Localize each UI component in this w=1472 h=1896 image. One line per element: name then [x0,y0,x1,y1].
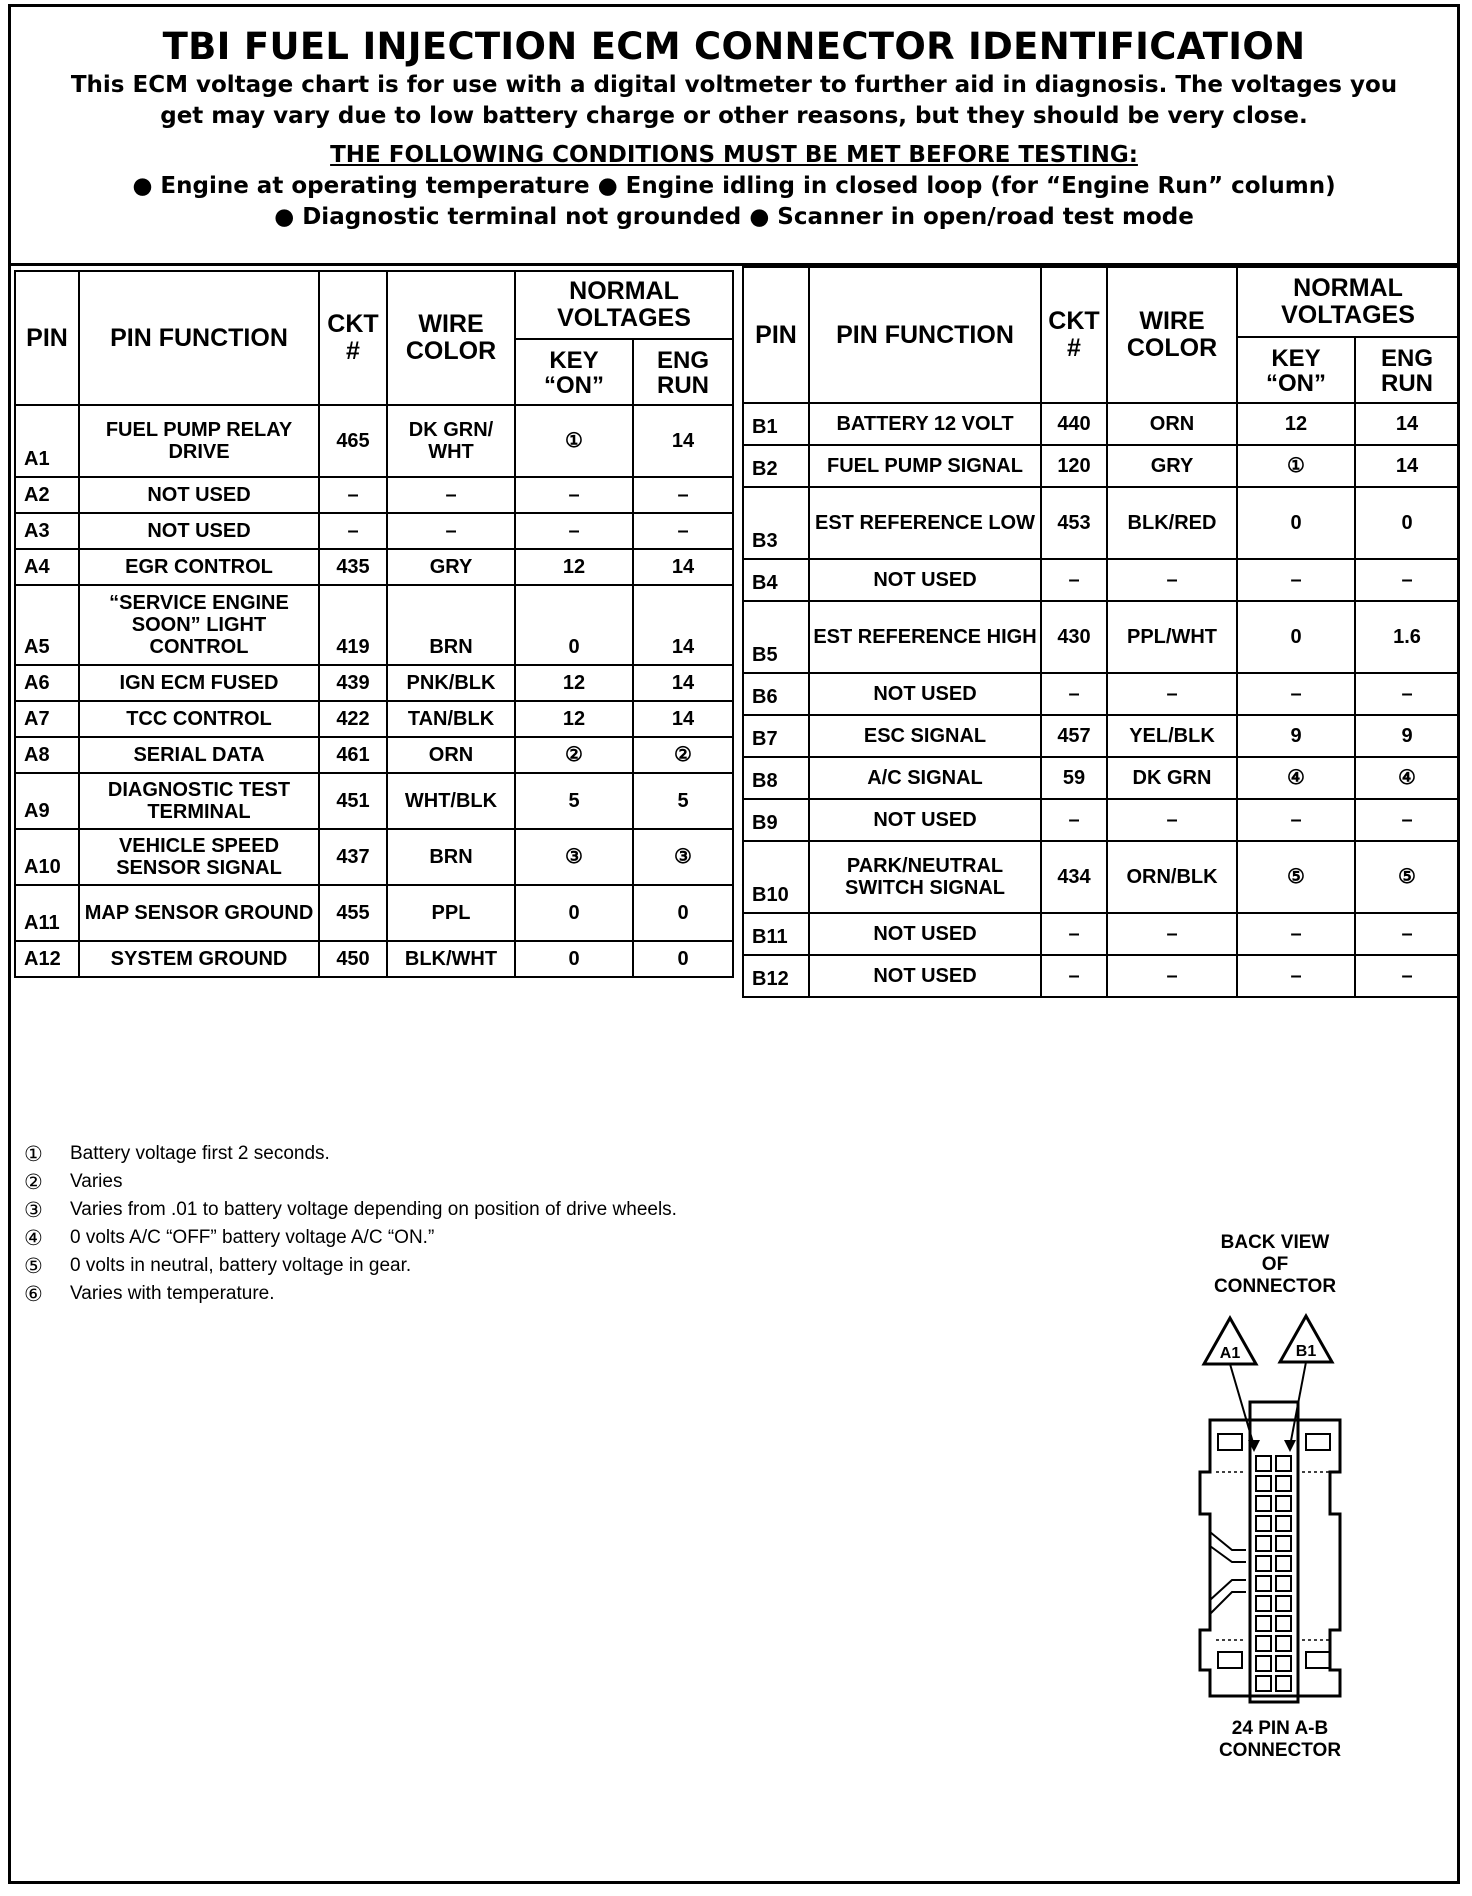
wire-cell: – [1107,955,1237,997]
ckt-cell: – [1041,913,1107,955]
key-on-cell: 12 [1237,403,1355,445]
pin-a12 [1256,1676,1271,1691]
table-row [743,559,1459,601]
table-row [15,941,733,977]
wire-cell: YEL/BLK [1107,715,1237,757]
table-row [743,403,1459,445]
ckt-cell: – [1041,799,1107,841]
col-header-wire: WIRE COLOR [1107,267,1237,403]
eng-run-cell: ② [633,737,733,773]
pin-cell: A4 [15,549,79,585]
function-cell: NOT USED [809,955,1041,997]
key-on-cell: – [1237,673,1355,715]
eng-run-cell: 0 [1355,487,1459,559]
footnote [24,1252,677,1280]
footnote-mark: ⑤ [24,1254,43,1278]
table-row [743,757,1459,799]
key-on-cell: 0 [1237,487,1355,559]
footnote-text: 0 volts A/C “OFF” battery voltage A/C “ON.” [70,1227,435,1248]
key-on-cell: ② [515,737,633,773]
footnote [24,1280,677,1308]
pin-a8 [1256,1596,1271,1611]
ckt-cell: 465 [319,405,387,477]
table-row [743,487,1459,559]
pin-cell: B12 [743,955,809,997]
eng-run-cell: ③ [633,829,733,885]
key-on-cell: 12 [515,665,633,701]
table-row [15,549,733,585]
pin-cell: B11 [743,913,809,955]
eng-run-cell: 14 [1355,445,1459,487]
wire-cell: BRN [387,585,515,665]
pin-cell: A9 [15,773,79,829]
key-on-cell: 5 [515,773,633,829]
pin-table-b [742,266,1460,998]
eng-run-cell: 14 [633,405,733,477]
wire-cell: – [1107,799,1237,841]
col-header-normal: NORMAL VOLTAGES [1237,267,1459,337]
pin-table-a [14,270,734,978]
pin-a9 [1256,1616,1271,1631]
table-row [743,445,1459,487]
pin-a3 [1256,1496,1271,1511]
key-on-cell: ④ [1237,757,1355,799]
eng-run-cell: – [1355,913,1459,955]
footnote-mark: ④ [24,1226,43,1250]
ckt-cell: 440 [1041,403,1107,445]
wire-cell: PPL/WHT [1107,601,1237,673]
footnote-mark: ③ [24,1198,43,1222]
pin-cell: B9 [743,799,809,841]
label-a1: A1 [1219,1345,1241,1362]
latch-right-bottom [1306,1652,1330,1668]
key-on-cell: 0 [515,885,633,941]
ckt-cell: – [1041,673,1107,715]
col-header-function: PIN FUNCTION [79,271,319,405]
latch-left-bottom [1218,1652,1242,1668]
table-row [15,885,733,941]
ckt-cell: 422 [319,701,387,737]
eng-run-cell: 9 [1355,715,1459,757]
intro-line-1: This ECM voltage chart is for use with a digital voltmeter to further aid in diagnosis. The voltages you [70,72,1398,98]
wire-cell: ORN/BLK [1107,841,1237,913]
table-row [15,477,733,513]
key-on-cell: 0 [1237,601,1355,673]
eng-run-cell: 14 [633,549,733,585]
col-header-wire: WIRE COLOR [387,271,515,405]
ckt-cell: 451 [319,773,387,829]
function-cell: MAP SENSOR GROUND [79,885,319,941]
connector-caption-top [1180,1232,1370,1298]
footnotes [24,1140,677,1308]
table-row [15,701,733,737]
table-row [15,665,733,701]
pin-a7 [1256,1576,1271,1591]
pin-b6 [1276,1556,1291,1571]
footnote-text: Varies [70,1171,123,1192]
table-row [15,585,733,665]
footnote-mark: ① [24,1142,43,1166]
pin-a5 [1256,1536,1271,1551]
pin-a4 [1256,1516,1271,1531]
caption-line: CONNECTOR [1213,1276,1337,1297]
pin-cell: B5 [743,601,809,673]
pin-cell: A2 [15,477,79,513]
pin-cell: A8 [15,737,79,773]
conditions-line-2: ● Diagnostic terminal not grounded ● Scanner in open/road test mode [274,204,1194,230]
pin-a6 [1256,1556,1271,1571]
function-cell: PARK/NEUTRAL SWITCH SIGNAL [809,841,1041,913]
ckt-cell: 450 [319,941,387,977]
function-cell: IGN ECM FUSED [79,665,319,701]
ckt-cell: – [319,477,387,513]
eng-run-cell: – [1355,799,1459,841]
wire-cell: DK GRN [1107,757,1237,799]
pin-b5 [1276,1536,1291,1551]
col-header-normal: NORMAL VOLTAGES [515,271,733,339]
latch-right-top [1306,1434,1330,1450]
col-header-pin: PIN [743,267,809,403]
ckt-cell: 461 [319,737,387,773]
function-cell: SYSTEM GROUND [79,941,319,977]
footnote-mark: ② [24,1170,43,1194]
table-row [15,829,733,885]
caption-line: BACK VIEW [1220,1232,1330,1253]
ckt-cell: 434 [1041,841,1107,913]
rib [1210,1532,1246,1550]
pin-b7 [1276,1576,1291,1591]
pin-cell: A3 [15,513,79,549]
pin-b1 [1276,1456,1291,1471]
conditions-heading: THE FOLLOWING CONDITIONS MUST BE MET BEFORE TESTING: [330,142,1138,168]
ckt-cell: 59 [1041,757,1107,799]
connector-diagram [1180,1300,1380,1720]
footnote [24,1168,677,1196]
function-cell: A/C SIGNAL [809,757,1041,799]
table-row [15,405,733,477]
pin-a11 [1256,1656,1271,1671]
eng-run-cell: – [1355,673,1459,715]
pin-cell: A1 [15,405,79,477]
col-header-key: KEY “ON” [1237,337,1355,403]
caption-line: OF [1261,1254,1289,1275]
ckt-cell: 430 [1041,601,1107,673]
eng-run-cell: 0 [633,941,733,977]
pin-cell: A11 [15,885,79,941]
page-title: TBI FUEL INJECTION ECM CONNECTOR IDENTIFICATION [162,25,1306,68]
latch-left-top [1218,1434,1242,1450]
eng-run-cell: 1.6 [1355,601,1459,673]
table-row [743,715,1459,757]
function-cell: NOT USED [809,913,1041,955]
pin-grid [1256,1456,1291,1691]
table-row [743,841,1459,913]
pin-table-b-body [743,403,1459,997]
wire-cell: GRY [387,549,515,585]
ckt-cell: 457 [1041,715,1107,757]
key-on-cell: – [1237,559,1355,601]
key-on-cell: 0 [515,941,633,977]
pin-b3 [1276,1496,1291,1511]
function-cell: FUEL PUMP SIGNAL [809,445,1041,487]
eng-run-cell: 14 [633,665,733,701]
pin-cell: B7 [743,715,809,757]
pin-b12 [1276,1676,1291,1691]
function-cell: SERIAL DATA [79,737,319,773]
ckt-cell: 419 [319,585,387,665]
ckt-cell: – [1041,559,1107,601]
pin-b4 [1276,1516,1291,1531]
pin-cell: B2 [743,445,809,487]
pin-cell: B10 [743,841,809,913]
key-on-cell: 9 [1237,715,1355,757]
pin-cell: A5 [15,585,79,665]
ckt-cell: 120 [1041,445,1107,487]
pin-b11 [1276,1656,1291,1671]
ckt-cell: – [1041,955,1107,997]
function-cell: NOT USED [79,513,319,549]
eng-run-cell: – [1355,955,1459,997]
ckt-cell: – [319,513,387,549]
col-header-function: PIN FUNCTION [809,267,1041,403]
key-on-cell: 12 [515,549,633,585]
footnote [24,1224,677,1252]
wire-cell: TAN/BLK [387,701,515,737]
footnote-text: Varies from .01 to battery voltage depending on position of drive wheels. [70,1199,677,1220]
wire-cell: ORN [387,737,515,773]
eng-run-cell: 5 [633,773,733,829]
table-row [743,601,1459,673]
ckt-cell: 455 [319,885,387,941]
function-cell: “SERVICE ENGINE SOON” LIGHT CONTROL [79,585,319,665]
pin-a2 [1256,1476,1271,1491]
wire-cell: – [1107,559,1237,601]
footnote-text: Varies with temperature. [70,1283,275,1304]
function-cell: NOT USED [809,799,1041,841]
key-on-cell: – [1237,799,1355,841]
pin-cell: A12 [15,941,79,977]
col-header-pin: PIN [15,271,79,405]
footnote [24,1196,677,1224]
ckt-cell: 439 [319,665,387,701]
wire-cell: PPL [387,885,515,941]
key-on-cell: – [515,477,633,513]
col-header-ckt: CKT # [319,271,387,405]
wire-cell: DK GRN/ WHT [387,405,515,477]
intro-line-2: get may vary due to low battery charge or other reasons, but they should be very close. [160,103,1308,129]
table-row [15,737,733,773]
caption-line: CONNECTOR [1218,1740,1342,1761]
col-header-eng: ENG RUN [1355,337,1459,403]
eng-run-cell: – [633,477,733,513]
eng-run-cell: 14 [633,701,733,737]
col-header-eng: ENG RUN [633,339,733,405]
footnote-text: 0 volts in neutral, battery voltage in gear. [70,1255,412,1276]
wire-cell: BRN [387,829,515,885]
ckt-cell: 453 [1041,487,1107,559]
footnote-mark: ⑥ [24,1282,43,1306]
function-cell: NOT USED [809,673,1041,715]
wire-cell: WHT/BLK [387,773,515,829]
ckt-cell: 437 [319,829,387,885]
pin-a10 [1256,1636,1271,1651]
b1-arrow [1284,1440,1296,1452]
eng-run-cell: ④ [1355,757,1459,799]
ckt-cell: 435 [319,549,387,585]
rib [1210,1546,1246,1562]
pin-b2 [1276,1476,1291,1491]
key-on-cell: ① [515,405,633,477]
key-on-cell: – [515,513,633,549]
eng-run-cell: 14 [1355,403,1459,445]
table-row [743,913,1459,955]
key-on-cell: ① [1237,445,1355,487]
pin-cell: B6 [743,673,809,715]
key-on-cell: 0 [515,585,633,665]
wire-cell: BLK/RED [1107,487,1237,559]
conditions-line-1: ● Engine at operating temperature ● Engine idling in closed loop (for “Engine Run” column) [132,173,1336,199]
function-cell: EST REFERENCE HIGH [809,601,1041,673]
pin-cell: B8 [743,757,809,799]
key-on-cell: ③ [515,829,633,885]
function-cell: ESC SIGNAL [809,715,1041,757]
pin-table-a-body [15,405,733,977]
function-cell: BATTERY 12 VOLT [809,403,1041,445]
pin-cell: A10 [15,829,79,885]
header [11,7,1457,233]
connector-caption-bottom [1180,1718,1380,1762]
pin-b8 [1276,1596,1291,1611]
wire-cell: PNK/BLK [387,665,515,701]
function-cell: EGR CONTROL [79,549,319,585]
col-header-key: KEY “ON” [515,339,633,405]
function-cell: NOT USED [809,559,1041,601]
pin-cell: B3 [743,487,809,559]
pin-cell: A7 [15,701,79,737]
wire-cell: BLK/WHT [387,941,515,977]
eng-run-cell: 0 [633,885,733,941]
key-on-cell: 12 [515,701,633,737]
table-row [15,513,733,549]
table-row [743,955,1459,997]
eng-run-cell: 14 [633,585,733,665]
pin-b10 [1276,1636,1291,1651]
function-cell: FUEL PUMP RELAY DRIVE [79,405,319,477]
footnote-text: Battery voltage first 2 seconds. [70,1143,330,1164]
eng-run-cell: ⑤ [1355,841,1459,913]
function-cell: EST REFERENCE LOW [809,487,1041,559]
eng-run-cell: – [1355,559,1459,601]
table-row [743,673,1459,715]
pin-a1 [1256,1456,1271,1471]
label-b1: B1 [1295,1343,1317,1360]
caption-line: 24 PIN A-B [1231,1718,1329,1739]
pin-cell: B4 [743,559,809,601]
key-on-cell: – [1237,955,1355,997]
pin-cell: B1 [743,403,809,445]
key-on-cell: – [1237,913,1355,955]
wire-cell: – [1107,913,1237,955]
pin-cell: A6 [15,665,79,701]
col-header-ckt: CKT # [1041,267,1107,403]
pin-b9 [1276,1616,1291,1631]
wire-cell: – [387,477,515,513]
wire-cell: – [1107,673,1237,715]
function-cell: DIAGNOSTIC TEST TERMINAL [79,773,319,829]
table-row [15,773,733,829]
table-row [743,799,1459,841]
eng-run-cell: – [633,513,733,549]
wire-cell: – [387,513,515,549]
wire-cell: ORN [1107,403,1237,445]
function-cell: TCC CONTROL [79,701,319,737]
footnote [24,1140,677,1168]
function-cell: NOT USED [79,477,319,513]
key-on-cell: ⑤ [1237,841,1355,913]
function-cell: VEHICLE SPEED SENSOR SIGNAL [79,829,319,885]
wire-cell: GRY [1107,445,1237,487]
